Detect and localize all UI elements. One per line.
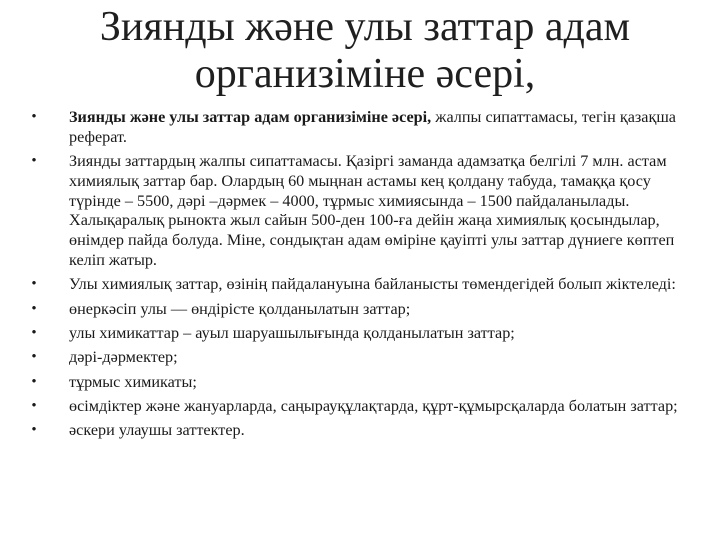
bullet-icon: • bbox=[31, 397, 37, 414]
slide-title bbox=[40, 4, 690, 98]
list-item bbox=[28, 108, 693, 148]
list-item-text: өсімдіктер және жануарларда, саңырауқұлақтарда, құрт-құмырсқаларда болатын заттар; bbox=[69, 396, 678, 415]
list-item bbox=[28, 397, 693, 417]
bullet-icon: • bbox=[31, 276, 37, 293]
slide-title-line-1: Зиянды және улы заттар адам bbox=[99, 4, 631, 50]
list-item bbox=[28, 300, 693, 320]
list-item bbox=[28, 421, 693, 441]
list-item bbox=[28, 324, 693, 344]
bullet-icon: • bbox=[31, 300, 37, 317]
list-item-text: әскери улаушы заттектер. bbox=[69, 421, 245, 440]
list-item-text: улы химикаттар – ауыл шаруашылығында қолданылатын заттар; bbox=[69, 323, 515, 342]
list-item-text: дәрі-дәрмектер; bbox=[69, 348, 178, 367]
bullet-icon: • bbox=[31, 349, 37, 366]
list-item-text: тұрмыс химикаты; bbox=[69, 372, 197, 391]
bullet-icon: • bbox=[31, 324, 37, 341]
list-item bbox=[28, 348, 693, 368]
bullet-icon: • bbox=[31, 373, 37, 390]
bullet-icon: • bbox=[31, 422, 37, 439]
list-item-text: жалпы сипаттамасы, тегін қазақша реферат. bbox=[69, 108, 676, 146]
slide-title-line-2: организіміне әсері, bbox=[194, 51, 536, 97]
list-item bbox=[28, 373, 693, 393]
list-item bbox=[28, 152, 693, 271]
list-item bbox=[28, 275, 693, 295]
bullet-icon: • bbox=[31, 109, 37, 125]
list-item-text: Улы химиялық заттар, өзінің пайдалануына байланысты төмендегідей болып жіктеледі: bbox=[69, 275, 676, 294]
list-item-text: Зиянды заттардың жалпы сипаттамасы. Қазіргі заманда адамзатқа белгілі 7 млн. астам химиялық заттар бар. Олардың 60 мыңнан астамы кең қолдану табуда, тамаққа қосу түрінде – 5500, дәрі –дәрмек – 4000, тұрмыс химиясында – 1500 пайдаланылады. Халықаралық рынокта жыл сайын 500-ден 100-ға дейін жаңа химиялық қосындылар, өнімдер пайда болуда. Міне, сондықтан адам өміріне қауіпті улы заттар дүниеге көптеп келіп жатыр. bbox=[69, 152, 675, 270]
list-item-bold-text: Зиянды және улы заттар адам организіміне әсері, bbox=[69, 108, 432, 126]
list-item-text: өнеркәсіп улы — өндірісте қолданылатын заттар; bbox=[69, 299, 411, 318]
bullet-list bbox=[28, 108, 693, 445]
bullet-icon: • bbox=[31, 153, 37, 170]
